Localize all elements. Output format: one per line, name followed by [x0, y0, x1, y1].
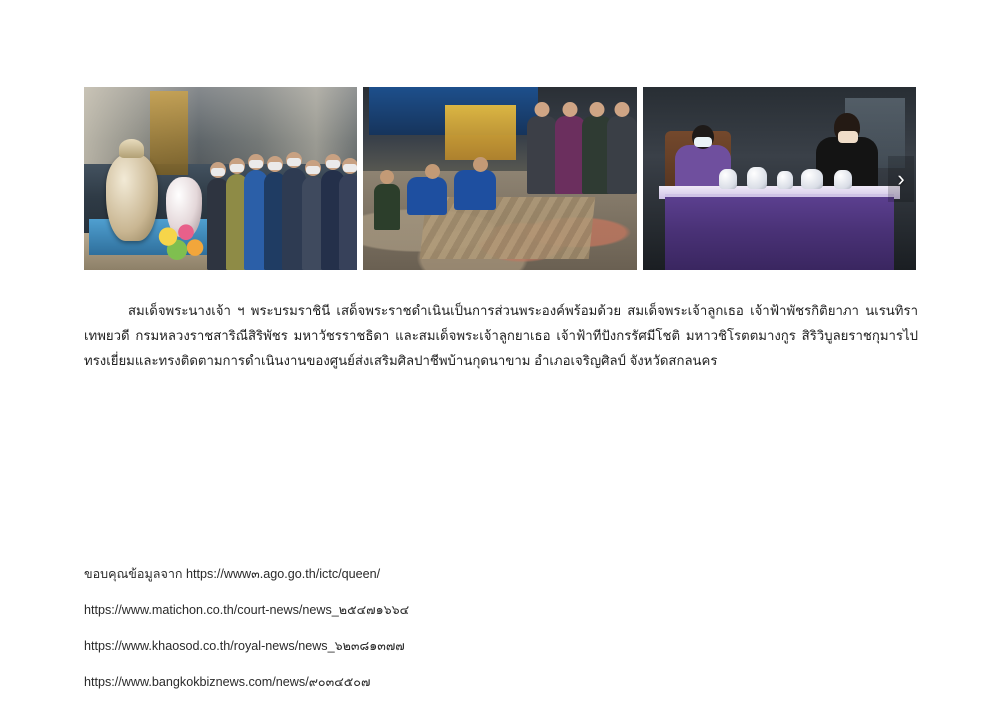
photo1-flower-arrangement — [150, 219, 210, 263]
photo2-altar — [445, 105, 516, 160]
photo2-worker — [454, 170, 496, 210]
photo3-table-cloth — [665, 194, 895, 270]
photo1-door — [150, 91, 188, 175]
photo2-observer — [607, 116, 637, 194]
photo-ground-work[interactable] — [363, 87, 636, 270]
photo3-pottery — [834, 170, 852, 189]
photo-ceremony-urns[interactable] — [84, 87, 357, 270]
source-link-2-row[interactable] — [84, 592, 918, 628]
photo3-pottery — [747, 167, 767, 189]
photo3-pottery — [719, 169, 737, 189]
caption-text: สมเด็จพระนางเจ้า ฯ พระบรมราชินี เสด็จพระราชดำเนินเป็นการส่วนพระองค์พร้อมด้วย สมเด็จพระเจ้าลูกเธอ เจ้าฟ้าพัชรกิติยาภา นเรนทิรา เทพยวดี กรมหลวงราชสาริณีสิริพัชร มหาวัชรราชธิดา และสมเด็จพระเจ้าลูกยาเธอ เจ้าฟ้าทีปังกรรัศมีโชติ มหาวชิโรตตมางกูร สิริวิบูลยราชกุมารไปทรงเยี่ยมและทรงติดตามการดำเนินงานของศูนย์ส่งเสริมศิลปาชีพบ้านกุดนาขาม อำเภอเจริญศิลป์ จังหวัดสกลนคร — [84, 303, 918, 369]
photo-ladies-table[interactable] — [643, 87, 916, 270]
source-list — [84, 556, 918, 700]
photo2-observer — [555, 116, 585, 194]
source-link-4-row[interactable] — [84, 664, 918, 700]
image-gallery — [84, 87, 916, 270]
gallery-next-arrow[interactable]: › — [888, 156, 914, 202]
photo1-attendees — [204, 113, 357, 270]
photo1-person — [339, 174, 357, 270]
photo3-pottery — [777, 171, 793, 189]
photo2-officer — [374, 184, 400, 230]
source-credit-label: ขอบคุณข้อมูลจาก — [84, 567, 183, 581]
source-link-3[interactable]: https://www.khaosod.co.th/royal-news/news_๖๒๓๘๑๓๗๗ — [84, 639, 405, 653]
photo2-observer — [527, 116, 557, 194]
photo2-worker — [407, 177, 447, 215]
source-link-3-row[interactable] — [84, 628, 918, 664]
source-link-4[interactable]: https://www.bangkokbiznews.com/news/๙๐๓๔๕๐๗ — [84, 675, 371, 689]
photo3-pottery — [801, 169, 823, 189]
source-link-2[interactable]: https://www.matichon.co.th/court-news/news_๒๕๔๗๑๖๖๔ — [84, 603, 410, 617]
source-link-1[interactable]: https://www๓.ago.go.th/ictc/queen/ — [186, 567, 381, 581]
source-credit-row — [84, 556, 918, 592]
image-caption — [84, 298, 918, 373]
